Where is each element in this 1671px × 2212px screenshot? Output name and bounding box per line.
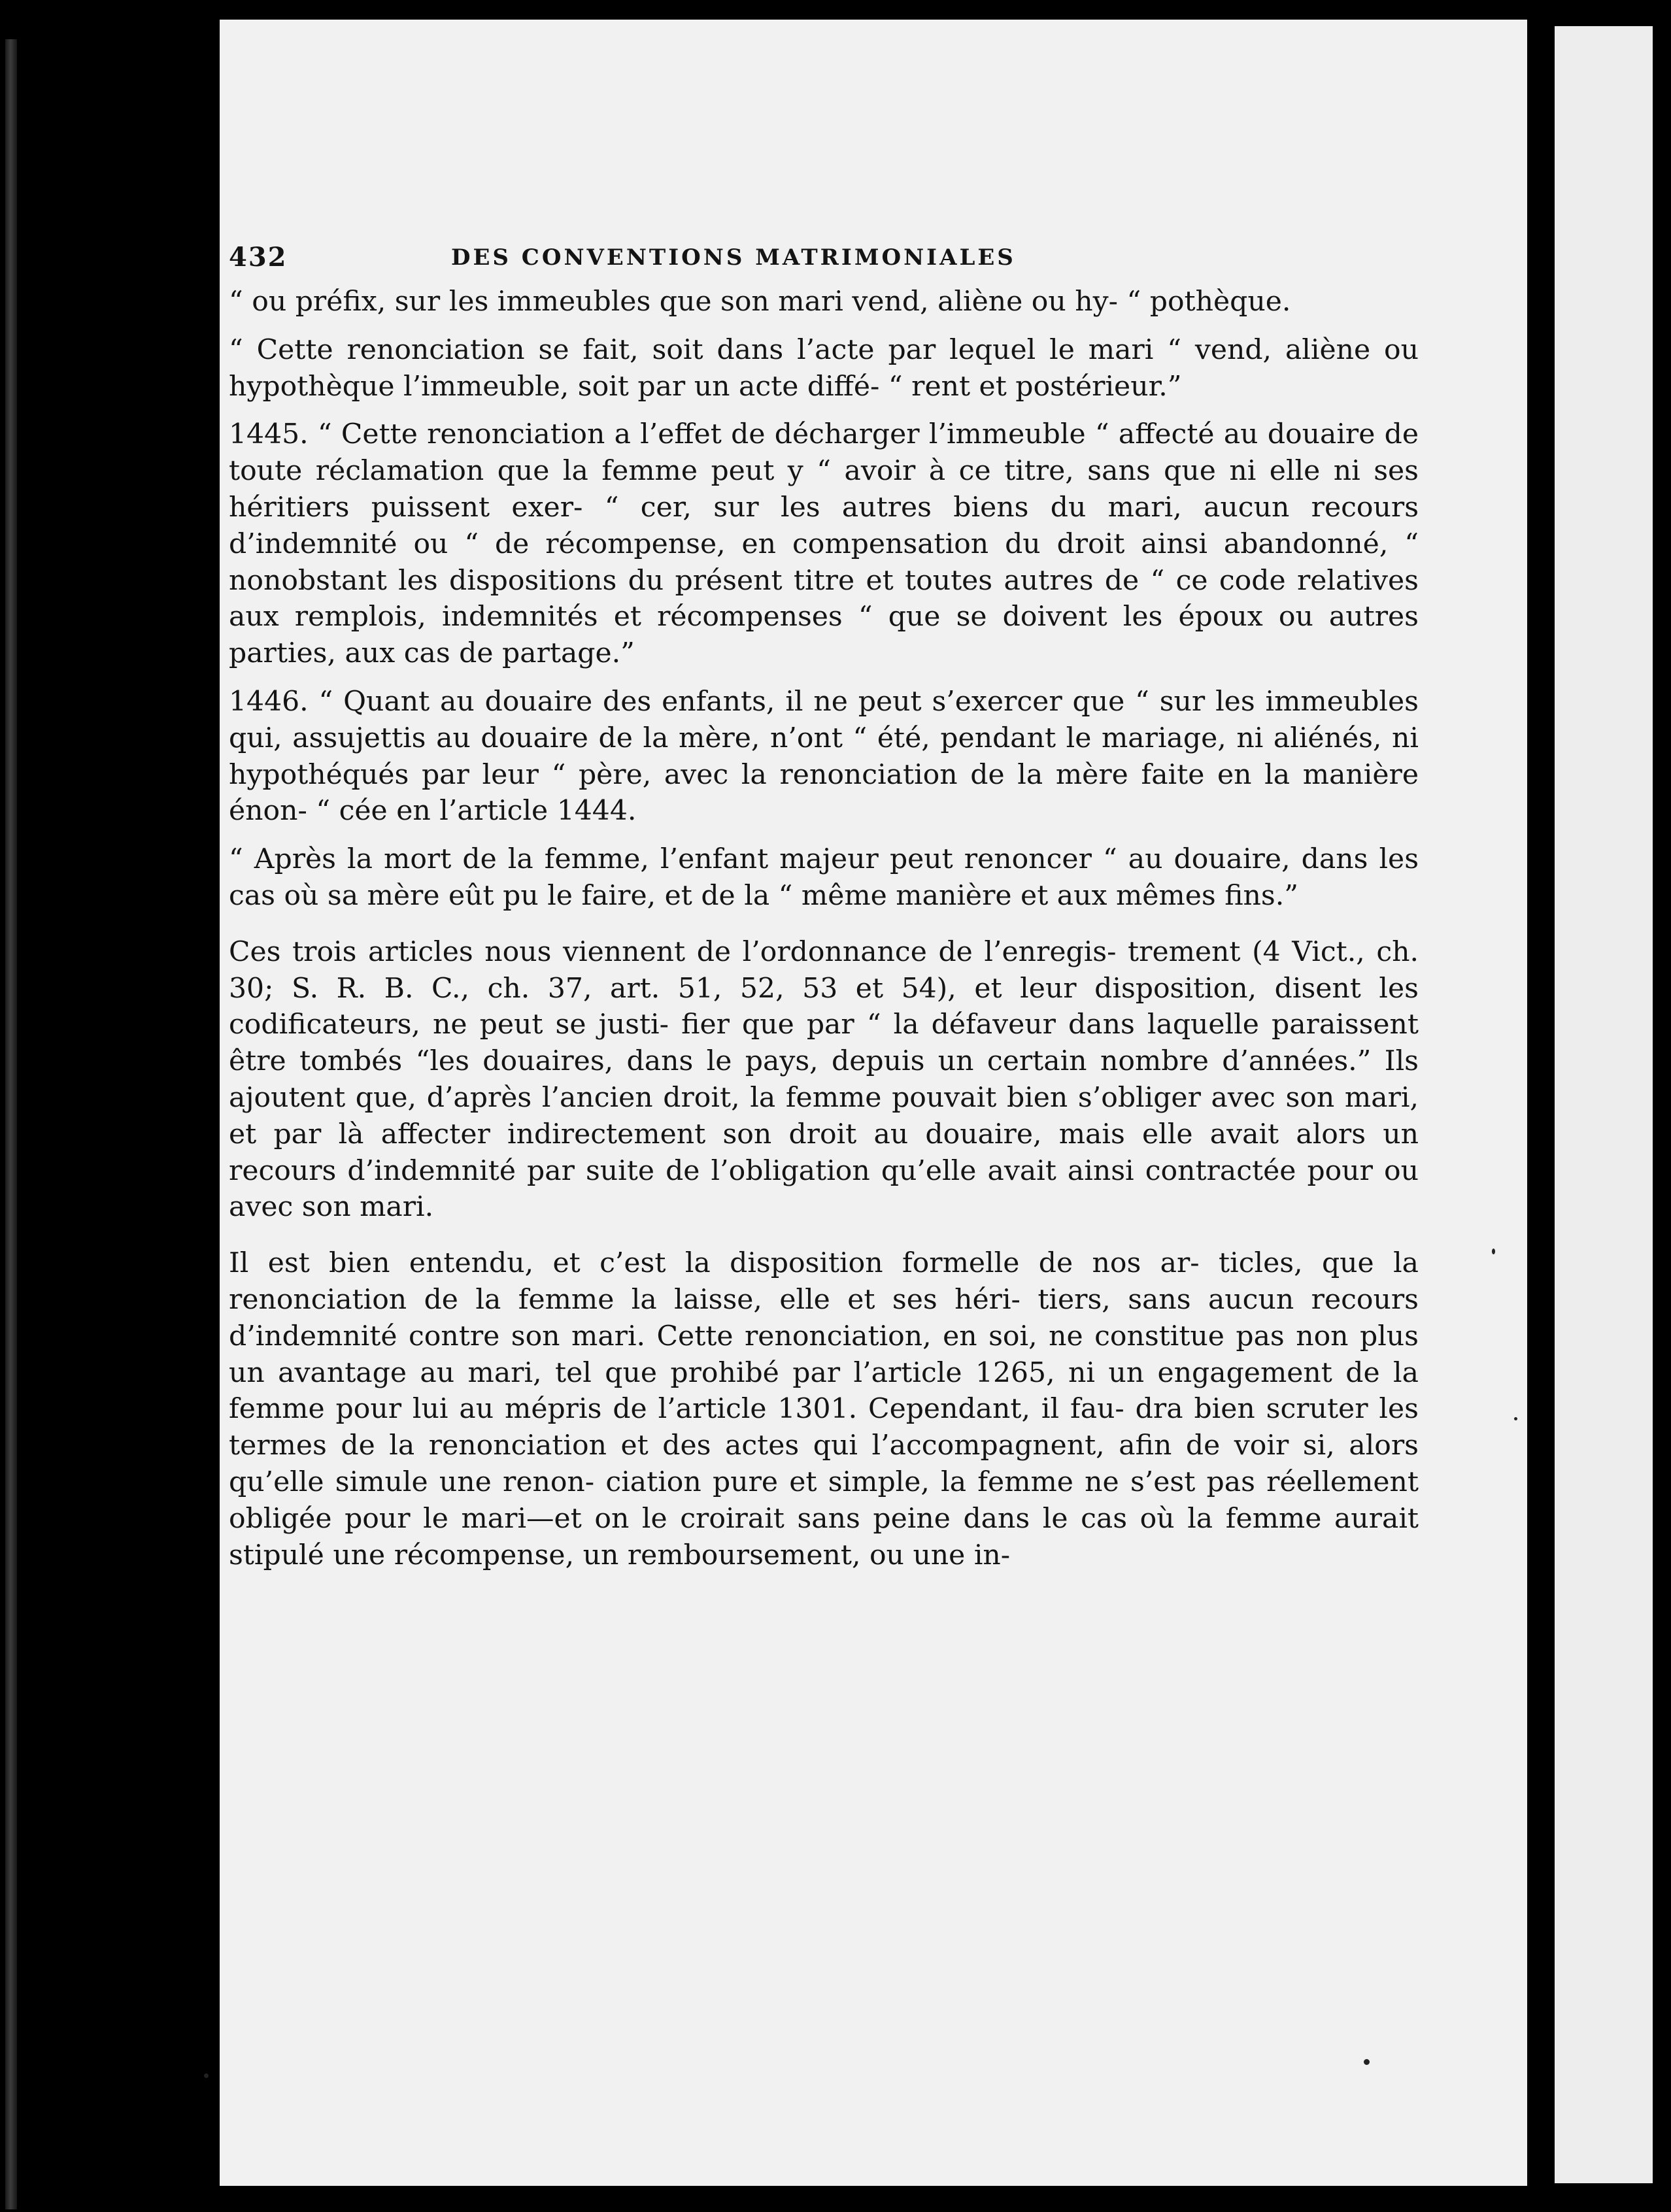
paragraph-6: Ces trois articles nous viennent de l’ordonnance de l’enregis- trement (4 Vict., ch. 30; S. R. B. C., ch. 37, art. 51, 52, 53 et 54), et leur disposition, disent les codificateurs, ne peut se justi- fier que par “ la défaveur dans laquelle paraissent être tombés “les douaires, dans le pays, depuis un certain nombre d’années.” Ils ajoutent que, d’après l’ancien droit, la femme pouvait bien s’obliger avec son mari, et par là affecter indirectement son droit au douaire, mais elle avait alors un recours d’indemnité par suite de l’obligation qu’elle avait ainsi contractée pour ou avec son mari. <box>229 935 1419 1224</box>
ink-speck <box>1514 1417 1517 1420</box>
paragraph-7: Il est bien entendu, et c’est la disposition formelle de nos ar- ticles, que la renonciation de la femme la laisse, elle et ses héri- tiers, sans aucun recours d’indemnité contre son mari. Cette renonciation, en soi, ne constitue pas non plus un avantage au mari, tel que prohibé par l’article 1265, ni un engagement de la femme pour lui au mépris de l’article 1301. Cependant, il fau- dra bien scruter les termes de la renonciation et des actes qui l’accompagnent, afin de voir si, alors qu’elle simule une renon- ciation pure et simple, la femme ne s’est pas réellement obligée pour le mari—et on le croirait sans peine dans le cas où la femme aurait stipulé une récompense, un remboursement, ou une in- <box>229 1247 1419 1571</box>
running-title: DES CONVENTIONS MATRIMONIALES <box>451 244 1016 271</box>
page-number: 432 <box>229 242 288 273</box>
paragraph-article-1445: 1445. “ Cette renonciation a l’effet de décharger l’immeuble “ affecté au douaire de toute réclamation que la femme peut y “ avoir à ce titre, sans que ni elle ni ses héritiers puissent exer- “ cer, sur les autres biens du mari, aucun recours d’indemnité ou “ de récompense, en compensation du droit ainsi abandonné, “ nonobstant les dispositions du présent titre et toutes autres de “ ce code relatives aux remplois, indemnités et récompenses “ que se doivent les époux ou autres parties, aux cas de partage.” <box>229 418 1419 670</box>
ink-speck <box>204 2073 209 2078</box>
paragraph-1: “ ou préfix, sur les immeubles que son mari vend, aliène ou hy- “ pothèque. <box>229 286 1291 318</box>
paragraph-2: “ Cette renonciation se fait, soit dans l’acte par lequel le mari “ vend, aliène ou hypothèque l’immeuble, soit par un acte diffé- “ rent et postérieur.” <box>229 333 1419 403</box>
ink-speck <box>1492 1248 1495 1254</box>
page-text <box>229 231 1419 1573</box>
left-page-edge <box>5 39 17 2209</box>
paragraph-5: “ Après la mort de la femme, l’enfant majeur peut renoncer “ au douaire, dans les cas où sa mère eût pu le faire, et de la “ même manière et aux mêmes fins.” <box>229 843 1419 912</box>
running-head <box>229 231 1419 284</box>
facing-page-edge <box>1555 26 1653 2183</box>
ink-speck <box>1364 2059 1370 2065</box>
paragraph-article-1446: 1446. “ Quant au douaire des enfants, il ne peut s’exercer que “ sur les immeubles qui, assujettis au douaire de la mère, n’ont “ été, pendant le mariage, ni aliénés, ni hypothéqués par leur “ père, avec la renonciation de la mère faite en la manière énon- “ cée en l’article 1444. <box>229 685 1419 828</box>
